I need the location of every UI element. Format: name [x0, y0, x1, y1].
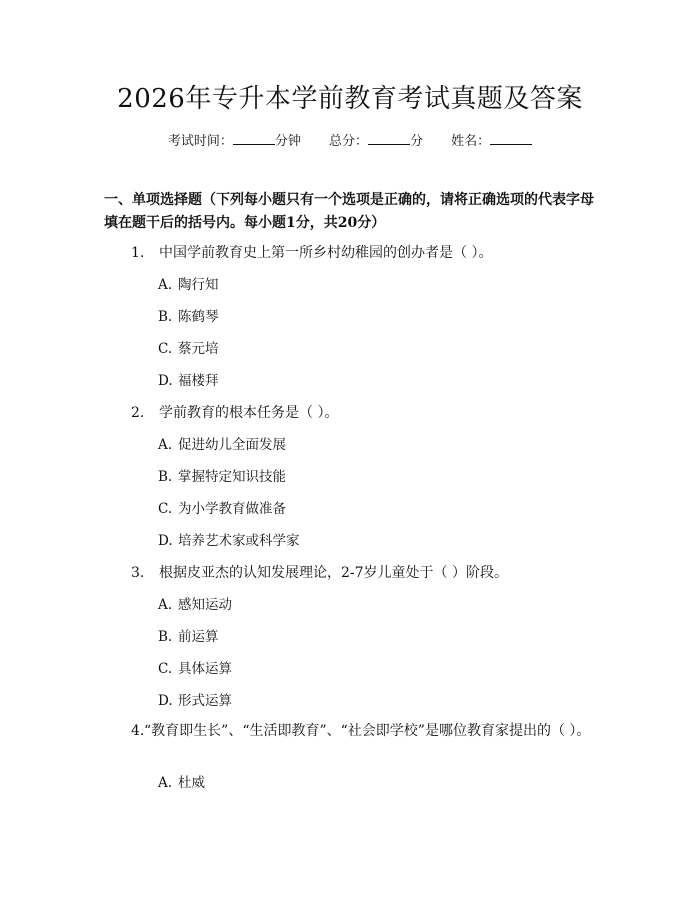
name-field [451, 134, 532, 149]
option-4a [158, 773, 205, 793]
option-text: 陈鹤琴 [178, 309, 219, 325]
question-4 [104, 720, 600, 743]
option-letter: A. [158, 775, 173, 791]
question-3 [131, 563, 508, 583]
option-text: 福楼拜 [178, 373, 219, 389]
option-text: 感知运动 [178, 597, 232, 613]
exam-meta [0, 132, 700, 151]
question-text: 根据皮亚杰的认知发展理论，2-7岁儿童处于（ ）阶段。 [159, 565, 508, 581]
exam-time-unit: 分钟 [274, 134, 301, 149]
question-number: 2. [131, 405, 145, 421]
option-2b [158, 467, 286, 487]
exam-time-field [168, 134, 301, 149]
name-blank [490, 132, 532, 145]
option-text: 前运算 [178, 629, 219, 645]
page-title: 2026年专升本学前教育考试真题及答案 [117, 84, 583, 114]
total-score-label: 总分： [328, 134, 368, 149]
option-letter: A. [158, 437, 173, 453]
option-2a [158, 435, 286, 455]
question-text: 中国学前教育史上第一所乡村幼稚园的创办者是（ ）。 [159, 245, 493, 261]
option-text: 培养艺术家或科学家 [178, 533, 300, 549]
option-2c [158, 499, 286, 519]
option-letter: D. [158, 693, 173, 709]
option-3c [158, 659, 232, 679]
option-letter: D. [158, 373, 173, 389]
option-letter: C. [158, 341, 173, 357]
question-number: 1. [131, 245, 145, 261]
question-text: 学前教育的根本任务是（ ）。 [159, 405, 339, 421]
total-score-unit: 分 [410, 134, 424, 149]
option-letter: B. [158, 309, 173, 325]
question-text: “教育即生长”、“生活即教育”、“社会即学校”是哪位教育家提出的（ ）。 [144, 723, 591, 739]
option-1d [158, 371, 219, 391]
option-letter: D. [158, 533, 173, 549]
option-3d [158, 691, 232, 711]
exam-time-blank [233, 132, 275, 145]
option-1b [158, 307, 219, 327]
question-number: 4. [131, 723, 145, 739]
option-1a [158, 275, 219, 295]
total-score-blank [368, 132, 410, 145]
option-text: 陶行知 [178, 277, 219, 293]
option-1c [158, 339, 219, 359]
option-text: 为小学教育做准备 [178, 501, 286, 517]
option-text: 掌握特定知识技能 [178, 469, 286, 485]
option-text: 蔡元培 [178, 341, 219, 357]
option-text: 杜威 [178, 775, 205, 791]
option-2d [158, 531, 300, 551]
option-text: 促进幼儿全面发展 [178, 437, 286, 453]
section-heading: 一、单项选择题（下列每小题只有一个选项是正确的，请将正确选项的代表字母填在题干后的括号内。每小题1分，共20分） [104, 192, 594, 231]
question-number: 3. [131, 565, 145, 581]
option-3b [158, 627, 219, 647]
exam-time-label: 考试时间： [167, 134, 233, 149]
option-letter: A. [158, 277, 173, 293]
question-1 [131, 243, 492, 263]
option-letter: A. [158, 597, 173, 613]
option-letter: B. [158, 469, 173, 485]
option-letter: C. [158, 501, 173, 517]
option-text: 形式运算 [178, 693, 232, 709]
option-letter: B. [158, 629, 173, 645]
total-score-field [329, 134, 423, 149]
question-2 [131, 403, 338, 423]
option-text: 具体运算 [178, 661, 232, 677]
option-3a [158, 595, 232, 615]
option-letter: C. [158, 661, 173, 677]
name-label: 姓名： [451, 134, 491, 149]
